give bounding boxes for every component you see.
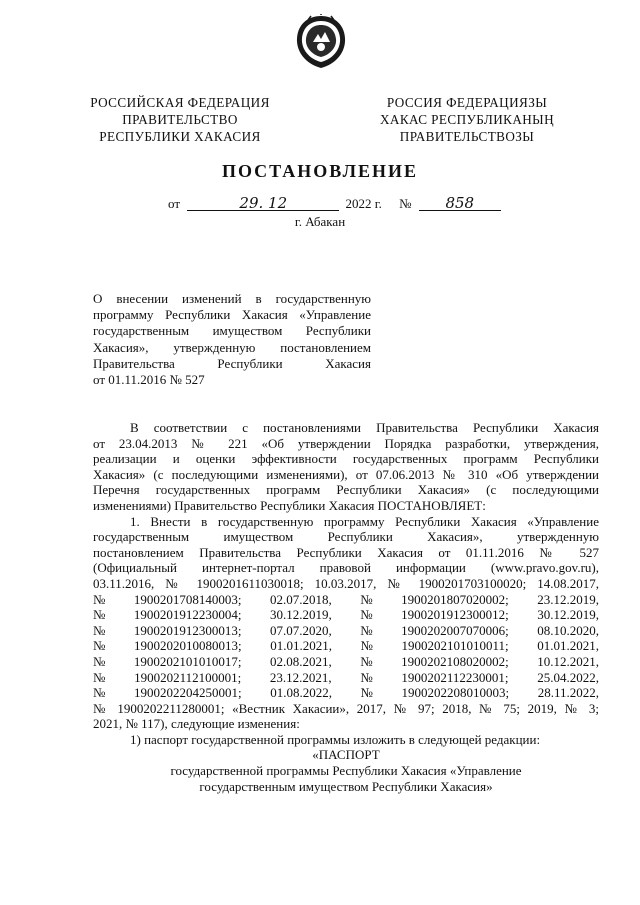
passport-label: «ПАСПОРТ [312,747,380,763]
header-left-line: ПРАВИТЕЛЬСТВО [122,112,238,127]
document-body [93,420,599,794]
header-right-line: РОССИЯ ФЕДЕРАЦИЯЗЫ [386,95,548,110]
pub-cell: 1900202108020002; [401,653,509,669]
pub-cell: 30.12.2019, [270,607,332,623]
closing-line: 2021, № 117), следующие изменения: [93,716,300,732]
pub-cell: № [93,669,106,685]
date-year: 2022 г. [345,196,382,211]
point1-line: государственным имуществом Республики Хакасия», утвержденную [93,529,599,545]
pub-cell: 1900202007070006; [401,622,509,638]
pub-cell: № [360,607,373,623]
pub-cell: 23.12.2019, [537,591,599,607]
point1-line: (Официальный интернет-портал правовой информации (www.pravo.gov.ru), [93,560,599,576]
closing-line: № 1900202211280001; «Вестник Хакасии», 2017, № 97; 2018, № 75; 2019, № 3; [93,700,599,716]
passport-title-line: государственной программы Республики Хакасия «Управление [170,763,522,779]
pub-cell: 02.07.2018, [270,591,332,607]
point1-line: 03.11.2016, № 1900201611030018; 10.03.2017, № 1900201703100020; 14.08.2017, [93,575,599,591]
intro-line: Перечня государственных программ Республики Хакасия» (с последующими [93,482,599,498]
header-left-line: РОССИЙСКАЯ ФЕДЕРАЦИЯ [90,95,270,110]
subpoint-1: 1) паспорт государственной программы изложить в следующей редакции: [130,731,541,747]
pub-cell: 07.07.2020, [270,622,332,638]
document-title: ПОСТАНОВЛЕНИЕ [221,161,419,181]
pub-cell: 1900202101010011; [401,638,509,654]
pub-cell: 01.01.2021, [270,638,332,654]
intro-line: В соответствии с постановлениями Правительства Республики Хакасия [130,420,599,435]
intro-line: Хакасия» (с последующими изменениями), от 07.06.2013 № 310 «Об утверждении [93,466,599,482]
subject-line: программу Республики Хакасия «Управление [93,307,371,323]
pub-cell: 1900201912230004; [133,607,242,623]
pub-cell: 1900201807020002; [401,591,509,607]
header-left-block [80,94,280,145]
intro-line: реализации и оценки эффективности государственных программ Республики [93,451,599,467]
pub-cell: 01.01.2021, [537,638,599,654]
publication-row [93,685,599,701]
passport-title-line: государственным имуществом Республики Хакасия» [199,778,493,794]
number-handwritten: 858 [419,196,501,211]
subject-line: государственным имуществом Республики [93,323,371,339]
pub-cell: 28.11.2022, [537,685,599,701]
publication-row [93,654,599,670]
pub-cell: № [360,685,373,701]
intro-line: от 23.04.2013 № 221 «Об утверждении Порядка разработки, утверждения, [93,435,599,451]
pub-cell: № [93,638,106,654]
pub-cell: 08.10.2020, [537,622,599,638]
pub-cell: 1900202010080013; [133,638,242,654]
pub-cell: 1900202112230001; [401,669,509,685]
pub-cell: 01.08.2022, [270,685,332,701]
pub-cell: № [93,653,106,669]
pub-cell: 1900202112100001; [134,669,242,685]
subject-line: О внесении изменений в государственную [93,291,371,306]
pub-cell: № [360,591,373,607]
subject-line: Правительства Республики Хакасия [93,355,371,371]
number-prefix: № [399,196,412,211]
pub-cell: № [93,685,106,701]
pub-cell: № [360,638,373,654]
intro-line: изменениями) Правительство Республики Хакасия ПОСТАНОВЛЯЕТ: [93,497,486,513]
pub-cell: 1900202208010003; [401,685,510,701]
point1-line: 1. Внести в государственную программу Республики Хакасия «Управление [130,513,599,529]
pub-cell: 30.12.2019, [537,607,599,623]
pub-cell: № [360,669,373,685]
coat-of-arms-emblem [294,14,348,70]
subject-line: от 01.11.2016 № 527 [93,372,205,388]
publication-row [93,638,599,654]
subject-block [93,291,371,388]
publication-row [93,623,599,639]
header-right-block [362,94,572,145]
pub-cell: 23.12.2021, [269,669,332,685]
publication-row [93,607,599,623]
pub-cell: 02.08.2021, [270,653,332,669]
pub-cell: № [93,591,106,607]
header-right-line: ХАКАС РЕСПУБЛИКАНЫҢ [379,112,555,127]
pub-cell: № [93,607,106,623]
pub-cell: № [360,622,373,638]
date-line [168,196,501,212]
publication-row [93,592,599,608]
header-left-line: РЕСПУБЛИКИ ХАКАСИЯ [99,129,261,144]
pub-cell: 1900202204250001; [133,685,242,701]
pub-cell: № [93,622,106,638]
pub-cell: 10.12.2021, [537,653,599,669]
pub-cell: 1900201708140003; [133,591,242,607]
city-label: г. Абакан [294,214,346,229]
pub-cell: 1900201912300013; [133,622,242,638]
date-handwritten: 29. 12 [187,196,339,211]
header-right-line: ПРАВИТЕЛЬСТВОЗЫ [399,129,535,144]
pub-cell: № [360,653,373,669]
pub-cell: 1900202101010017; [133,653,242,669]
pub-cell: 25.04.2022, [537,669,599,685]
publication-row [93,670,599,686]
pub-cell: 1900201912300012; [401,607,509,623]
subject-line: Хакасия», утвержденную постановлением [93,339,371,355]
point1-line: постановлением Правительства Республики Хакасия от 01.11.2016 № 527 [93,544,599,560]
date-prefix: от [168,196,181,211]
